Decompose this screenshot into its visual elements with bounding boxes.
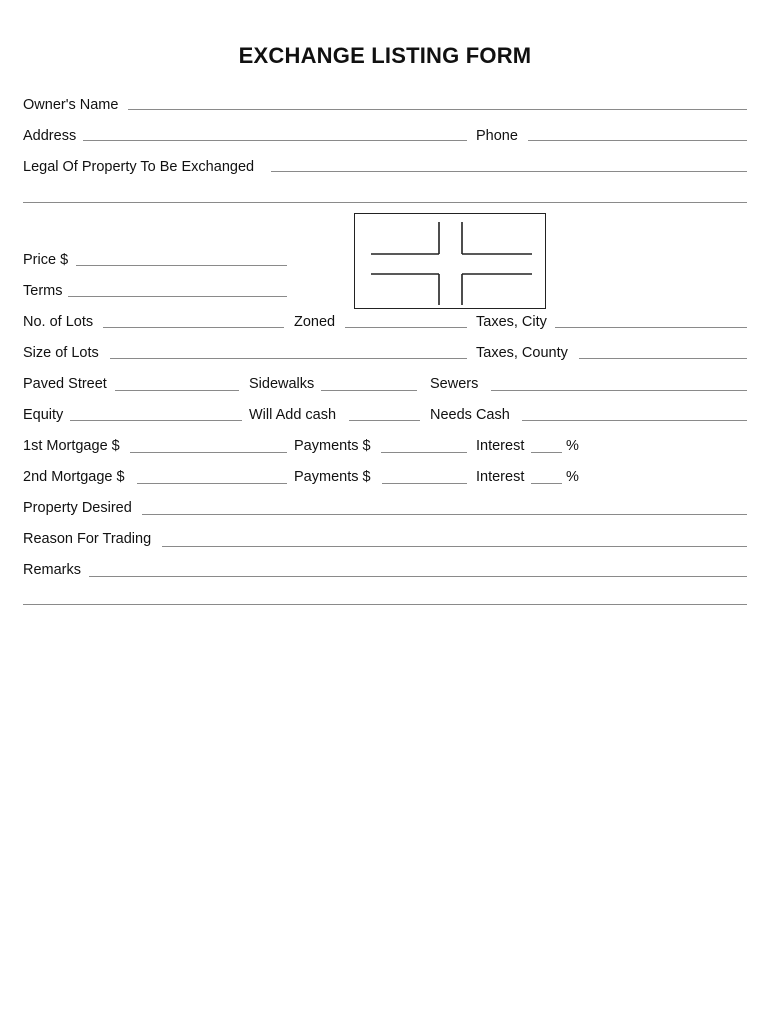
taxes-county-field[interactable] bbox=[579, 358, 747, 359]
size-of-lots-label: Size of Lots bbox=[23, 345, 99, 361]
street-intersection-icon bbox=[355, 214, 547, 310]
remarks-continuation-line[interactable] bbox=[23, 604, 747, 605]
second-payments-label: Payments $ bbox=[294, 469, 371, 485]
sidewalks-field[interactable] bbox=[321, 390, 417, 391]
taxes-county-label: Taxes, County bbox=[476, 345, 568, 361]
equity-field[interactable] bbox=[70, 420, 242, 421]
second-interest-field[interactable] bbox=[531, 483, 562, 484]
price-field[interactable] bbox=[76, 265, 287, 266]
first-percent-sign: % bbox=[566, 438, 579, 454]
second-mortgage-label: 2nd Mortgage $ bbox=[23, 469, 125, 485]
second-percent-sign: % bbox=[566, 469, 579, 485]
first-interest-label: Interest bbox=[476, 438, 525, 454]
legal-property-field[interactable] bbox=[271, 171, 747, 172]
owners-name-label: Owner's Name bbox=[23, 97, 119, 113]
phone-field[interactable] bbox=[528, 140, 747, 141]
sewers-field[interactable] bbox=[491, 390, 747, 391]
second-interest-label: Interest bbox=[476, 469, 525, 485]
address-field[interactable] bbox=[83, 140, 467, 141]
first-mortgage-label: 1st Mortgage $ bbox=[23, 438, 120, 454]
remarks-label: Remarks bbox=[23, 562, 82, 578]
property-desired-field[interactable] bbox=[142, 514, 747, 515]
reason-for-trading-label: Reason For Trading bbox=[23, 531, 152, 547]
street-intersection-diagram bbox=[354, 213, 546, 309]
first-payments-label: Payments $ bbox=[294, 438, 371, 454]
zoned-field[interactable] bbox=[345, 327, 467, 328]
terms-field[interactable] bbox=[68, 296, 287, 297]
first-mortgage-field[interactable] bbox=[130, 452, 287, 453]
second-mortgage-field[interactable] bbox=[137, 483, 287, 484]
first-interest-field[interactable] bbox=[531, 452, 562, 453]
paved-street-label: Paved Street bbox=[23, 376, 107, 392]
remarks-field[interactable] bbox=[89, 576, 747, 577]
legal-property-continuation-line[interactable] bbox=[23, 202, 747, 203]
will-add-cash-label: Will Add cash bbox=[249, 407, 337, 423]
price-label: Price $ bbox=[23, 252, 69, 268]
second-payments-field[interactable] bbox=[382, 483, 467, 484]
owners-name-field[interactable] bbox=[128, 109, 747, 110]
legal-property-label: Legal Of Property To Be Exchanged bbox=[23, 159, 255, 175]
taxes-city-field[interactable] bbox=[555, 327, 747, 328]
zoned-label: Zoned bbox=[294, 314, 336, 330]
terms-label: Terms bbox=[23, 283, 63, 299]
reason-for-trading-field[interactable] bbox=[162, 546, 747, 547]
address-label: Address bbox=[23, 128, 77, 144]
size-of-lots-field[interactable] bbox=[110, 358, 467, 359]
phone-label: Phone bbox=[476, 128, 518, 144]
sidewalks-label: Sidewalks bbox=[249, 376, 315, 392]
first-payments-field[interactable] bbox=[381, 452, 467, 453]
no-of-lots-label: No. of Lots bbox=[23, 314, 94, 330]
paved-street-field[interactable] bbox=[115, 390, 239, 391]
will-add-cash-field[interactable] bbox=[349, 420, 420, 421]
taxes-city-label: Taxes, City bbox=[476, 314, 547, 330]
needs-cash-label: Needs Cash bbox=[430, 407, 510, 423]
form-title: EXCHANGE LISTING FORM bbox=[238, 43, 532, 68]
no-of-lots-field[interactable] bbox=[103, 327, 284, 328]
sewers-label: Sewers bbox=[430, 376, 479, 392]
equity-label: Equity bbox=[23, 407, 64, 423]
needs-cash-field[interactable] bbox=[522, 420, 747, 421]
property-desired-label: Property Desired bbox=[23, 500, 132, 516]
